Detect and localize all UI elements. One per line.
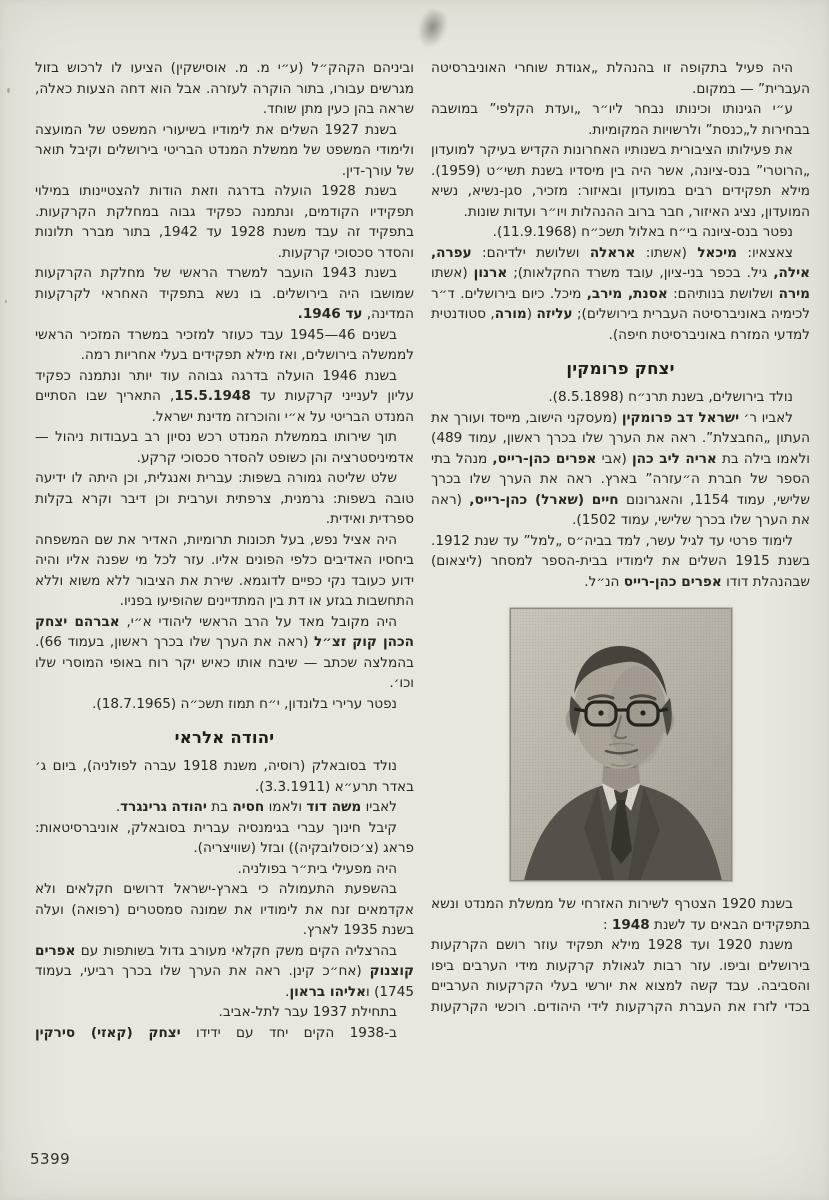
scan-speck <box>7 88 10 93</box>
paragraph: לאביו משה דוד ולאמו חסיה בת יהודה גרינגרד. <box>115 799 397 815</box>
paragraph: בשנת 1946 הועלה בדרגה גבוהה עוד יותר ונתמנה כפקיד עליון לענייני קרקעות עד 15.5.1948, התאריך שבו הסתיים המנדט הבריטי על א״י והוכרזה מדינת ישראל. <box>35 367 414 425</box>
portrait-photo <box>510 608 732 881</box>
paragraph: בתחילת 1937 עבר לתל-אביב. <box>218 1004 397 1020</box>
left-column <box>35 58 414 1043</box>
paragraph: נפטר ערירי בלונדון, י״ח תמוז תשכ״ה (18.7.1965). <box>92 695 397 712</box>
paragraph: ע״י הגינותו וכינותו נבחר ליו״ר „ועדת הקלפי” במושבה בבחירות ל„כנסת” ולרשויות המקומיות. <box>431 101 810 138</box>
paragraph: משנת 1920 ועד 1928 מילא תפקיד עוזר רושם הקרקעות בירושלים וביפו. עזר רבות לגאולת קרקעות מידי הערבים ביפו והסביבה. עבד קשה למצוא את יורשי בעלי הקרקעות הערביים בכדי לזרז את העברת הקרקעות לידי היהודים. רוכשי הקרקעות <box>431 937 810 1015</box>
paragraph: בשנים 46—1945 עבד כעוזר למזכיר במשרד המזכיר הראשי לממשלה בירושלים, ואז מילא תפקידים בעלי אחריות רמה. <box>35 326 414 363</box>
entry-heading-alrai: יהודה אלראי <box>174 728 275 747</box>
paragraph: נולד בירושלים, בשנת תרנ״ח (8.5.1898). <box>548 389 793 405</box>
paragraph: וביניהם הקהק״ל (ע״י מ. מ. אוסישקין) הציעו לו לרכוש בזול מגרשים עבורו, בתור הוקרה לעזרה. אבל הוא דחה הצעות כאלה, שראה בהן כעין מתן שוחד. <box>35 60 414 117</box>
paragraph: היה פעיל בתקופה זו בהנהלת „אגודת שוחרי האוניברסיטה העברית” — במקום. <box>431 60 810 97</box>
paragraph: בשנת 1927 השלים את לימודיו בשיעורי המשפט של המועצה ולימודי המשפט של ממשלת המנדט הבריטי בירושלים וקיבל תואר של עורך-דין. <box>35 121 414 179</box>
paragraph: היה אציל נפש, בעל תכונות תרומיות, האדיר את שם המשפחה ביחסיו האדיבים כלפי הפונים אליו. עזר לכל מי שפנה אליו והיה ידוע כעובד נקי כפיים לדוגמא. שירת את הציבור ללא משוא וללא התחשבות בגזע או דת בין המתדיינים שהופיעו בפניו. <box>35 531 414 609</box>
paragraph: לאביו ר׳ ישראל דב פרומקין (מעסקני הישוב, מייסד ועורך את העתון „החבצלת”. ראה את הערך שלו בכרך ראשון, עמוד 489) ולאמו בילה בת אריה ליב כהן (אבי אפרים כהן-רייס, מנהל בתי הספר של חברת ה״עזרה” בארץ. ראה את הערך שלו בכרך שלישי, עמוד 1154, והאגרונום חיים (שארל) כהן-רייס, (ראה את הערך שלו בכרך שלישי, עמוד 1502). <box>431 409 811 528</box>
paragraph: בשנת 1943 הועבר למשרד הראשי של מחלקת הקרקעות שמושבו היה בירושלים. בו נשא בתפקיד האחראי לקרקעות המדינה, עד 1946. <box>35 265 414 322</box>
paragraph: היה מקובל מאד על הרב הראשי ליהודי א״י, אברהם יצחק הכהן קוק זצ״ל (ראה את הערך שלו בכרך ראשון, בעמוד 66). בהמלצה שכתב — שיבח אותו כאיש יקר רוח באופי המוסרי שלו וכו׳. <box>35 613 415 691</box>
right-column <box>431 58 810 1043</box>
paragraph: נולד בסובאלק (רוסיה, משנת 1918 עברה לפולניה), ביום ג׳ באדר תרע״א (3.3.1911). <box>35 758 414 795</box>
paragraph: נפטר בנס-ציונה בי״ח באלול תשכ״ח (11.9.1968). <box>492 224 793 240</box>
paragraph: קיבל חינוך עברי בגימנסיה עברית בסובאלק, אוניברסיטאות: פראג (צ׳כוסלובקיה)) ובזל (שוויצריה). <box>35 819 414 856</box>
page-number: 5399 <box>30 1150 71 1168</box>
paragraph: בהשפעת התעמולה כי בארץ-ישראל דרושים חקלאים ולא אקדמאים זנח את לימודיו את שמונה סמסטרים (רפואה) ועלה בשנת 1935 לארץ. <box>35 881 414 938</box>
entry-heading-frumkin: יצחק פרומקין <box>566 359 675 378</box>
paragraph: ב-1938 הקים יחד עם ידידו יצחק (קאזי) סירקין <box>35 1024 397 1041</box>
portrait-illustration <box>510 608 732 881</box>
paragraph: היה מפעילי בית״ר בפולניה. <box>237 860 397 877</box>
paragraph: את פעילותו הציבורית בשנותיו האחרונות הקדיש בעיקר למועדון „הרוטרי” בנס-ציונה, אשר היה בין מיסדיו בשנת תשי״ט (1959). מילא תפקידים רבים במועדון ובאיזור: מזכיר, סגן-נשיא, נשיא המועדון, נציג האיזור, חבר ברוב ההנהלות ויו״ר ועדות שונות. <box>431 142 810 220</box>
paragraph: צאצאיו: מיכאל (אשתו: אראלה ושלושת ילדיהם: עפרה, אילה, גיל. בכפר בני-ציון, עובד משרד החקלאות); ארנון (אשתו מירה ושלושת בנותיהם: אסנת, מירב, מיכל. כיום בירושלים. ד״ר לכימיה באוניברסיטה העברית בירושלים); עליזה (מורה, סטודנטית למדעי המזרח באוניברסיטת חיפה). <box>431 244 810 343</box>
paragraph: לימוד פרטי עד לגיל עשר, למד בביה״ס „למל” עד שנת 1912. בשנת 1915 השלים את לימודיו בבית-הספר למסחר (ליצאום) שבהנהלת דודו אפרים כהן-רייס הנ״ל. <box>431 532 810 590</box>
paragraph: בהרצליה הקים משק חקלאי מעורב גדול בשותפות עם אפרים קוצנוק (אח״כ קינן. ראה את הערך שלו בכרך רביעי, בעמוד 1745) ואליהו בראון. <box>35 942 414 1000</box>
paragraph: שלט שליטה גמורה בשפות: עברית ואנגלית, וכן היתה לו ידיעה טובה בשפות: גרמנית, צרפתית וערבית וכן דיבר וקרא בקלות ספרדית ואידית. <box>35 470 414 527</box>
paragraph: בשנת 1920 הצטרף לשירות האזרחי של ממשלת המנדט ונשא בתפקידים הבאים עד לשנת 1948 : <box>431 896 810 933</box>
paragraph: תוך שירותו בממשלת המנדט רכש נסיון רב בעבודות ניהול — אדמיניסטרציה והן כשופט להסדר סכסוכי קרקע. <box>35 429 414 466</box>
paragraph: בשנת 1928 הועלה בדרגה וזאת הודות להצטיינותו במילוי תפקידיו הקודמים, ונתמנה כפקיד גבוה במחלקת הקרקעות. בתפקיד זה עבד משנת 1928 עד 1942, בתור מברר תלונות והסדר סכסוכי קרקעות. <box>35 183 415 261</box>
scan-speck <box>5 300 7 303</box>
